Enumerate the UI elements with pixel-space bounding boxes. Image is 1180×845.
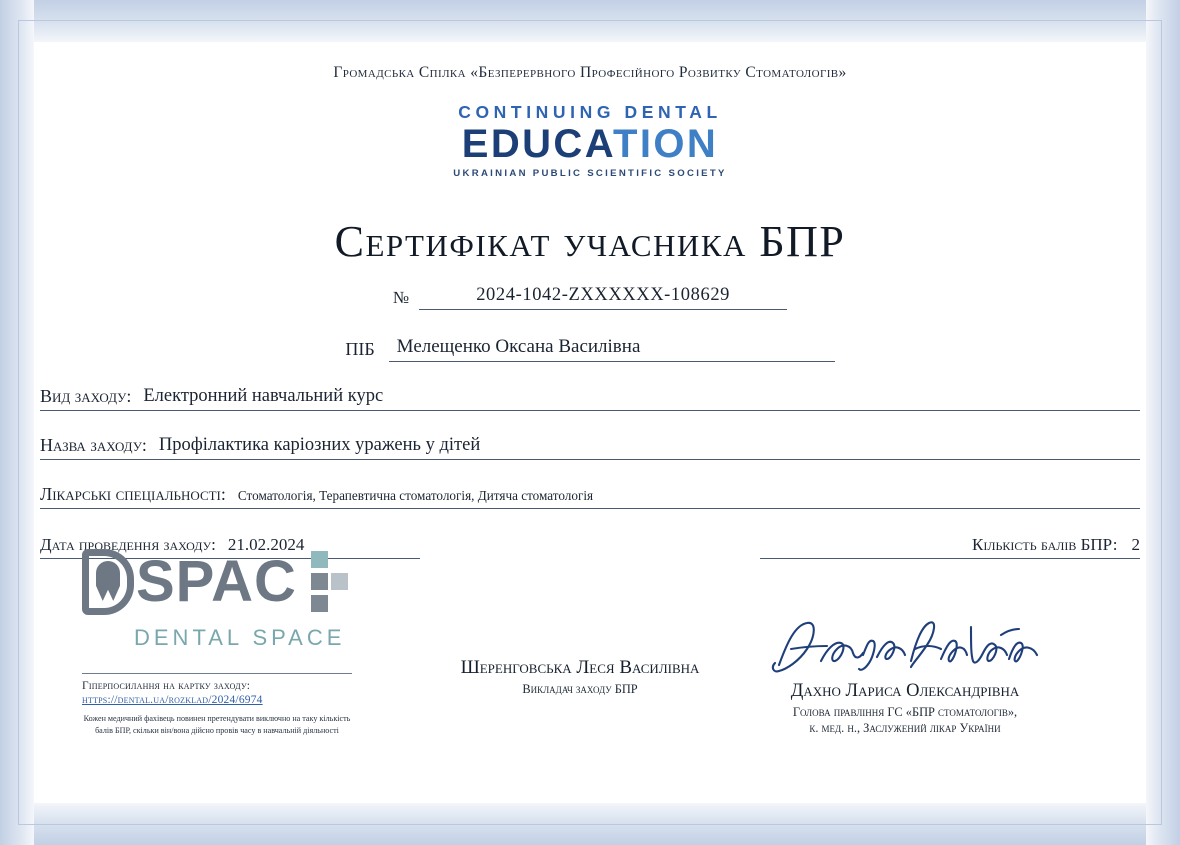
page-title: Сертифікат учасника БПР <box>334 217 846 267</box>
certificate-number-value: 2024-1042-ZXXXXXX-108629 <box>419 285 787 310</box>
field-date-value: 21.02.2024 <box>227 535 305 555</box>
organization-line: Громадська Спілка «Безперервного Професійного Розвитку Стоматологів» <box>333 64 847 81</box>
event-link-url[interactable]: https://dental.ua/rozklad/2024/6974 <box>82 694 263 706</box>
participant-label: ПІБ <box>345 339 375 360</box>
field-points-label: Кількість балів БПР: <box>972 535 1118 555</box>
certificate-number-label: № <box>392 288 410 308</box>
field-event-type-label: Вид заходу: <box>40 386 132 407</box>
field-event-type-value: Електронний навчальний курс <box>143 386 384 407</box>
border-band-right <box>1146 0 1180 845</box>
cde-logo-line2 <box>40 121 1140 166</box>
cde-logo-line3: UKRAINIAN PUBLIC SCIENTIFIC SOCIETY <box>453 167 727 179</box>
dspace-logo-letters: SPAC <box>136 549 297 614</box>
dspace-logo-subtitle: DENTAL SPACE <box>134 625 346 650</box>
field-date-label: Дата проведення заходу: <box>40 535 216 555</box>
border-band-left <box>0 0 34 845</box>
participant-row <box>40 336 1140 362</box>
handwritten-signature-icon <box>740 615 1070 679</box>
field-event-name-label: Назва заходу: <box>40 435 147 456</box>
field-specialties <box>40 484 1140 509</box>
tooth-icon <box>82 549 134 615</box>
dspace-squares-icon <box>301 551 341 613</box>
field-event-name-value: Профілактика каріозних уражень у дітей <box>158 435 481 456</box>
dspace-logo <box>82 545 382 651</box>
signature-head-role-second-line: к. мед. н., Заслужений лікар України <box>809 721 1001 735</box>
cde-logo-line1: CONTINUING DENTAL <box>458 102 722 122</box>
certificate-number-row <box>40 285 1140 310</box>
signature-head <box>740 615 1070 736</box>
participant-value: Мелещенко Оксана Василівна <box>389 336 835 362</box>
field-specialties-label: Лікарські спеціальності: <box>40 484 226 505</box>
cde-logo <box>40 104 1140 178</box>
cde-logo-line2-a: EDUCA <box>461 121 614 166</box>
certificate-footer <box>40 545 1140 795</box>
dspace-logo-word <box>82 545 382 619</box>
border-band-bottom <box>0 803 1180 845</box>
signature-teacher <box>430 657 730 697</box>
border-band-top <box>0 0 1180 42</box>
field-event-name <box>40 435 1140 460</box>
signature-teacher-name: Шеренговська Леся Василівна <box>460 657 700 678</box>
cde-logo-line2-b: TION <box>613 121 719 166</box>
signature-head-role: Голова правління ГС «БПР стоматологів», <box>792 705 1018 719</box>
signature-head-name: Дахно Лариса Олександрівна <box>790 681 1020 701</box>
field-event-type <box>40 386 1140 411</box>
signature-teacher-role: Викладач заходу БПР <box>522 682 638 696</box>
field-points-value: 2 <box>1131 535 1140 555</box>
certificate-content <box>40 46 1140 799</box>
event-link-block <box>82 673 352 736</box>
event-link-note: Кожен медичний фахівець повинен претендувати виключно на таку кількість балів БПР, скільки він/вона дійсно провів часу в навчальній діяльності <box>83 714 351 735</box>
field-specialties-value: Стоматологія, Терапевтична стоматологія, Дитяча стоматологія <box>237 488 594 504</box>
event-link-caption: Гіперпосилання на картку заходу: <box>82 680 251 692</box>
